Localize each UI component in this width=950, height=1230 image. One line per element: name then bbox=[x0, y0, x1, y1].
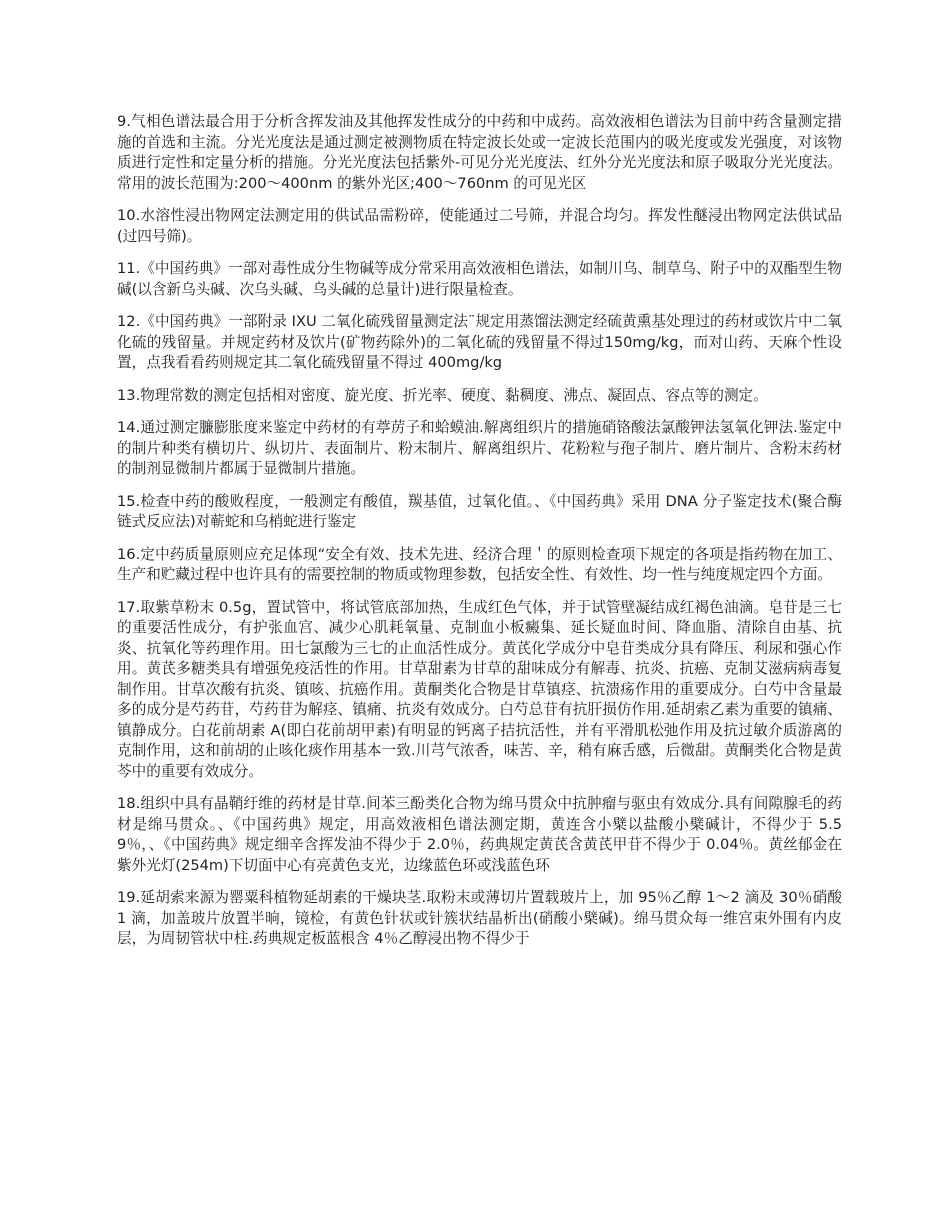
paragraph-19: 19.延胡索来源为罂粟科植物延胡素的干燥块茎.取粉末或薄切片置载玻片上，加 95％乙醇 1～2 滴及 30％硝酸 1 滴，加盖玻片放置半晌，镜检，有黄色针状或针簇状结晶析出(硝酸小檗碱)。绵马贯众每一维宫束外围有内皮层，为周韧管状中柱.药典规定板蓝根含 4％乙醇浸出物不得少于 bbox=[117, 889, 842, 947]
document-body bbox=[117, 112, 842, 950]
paragraph-16: 16.定中药质量原则应充足体现“安全有效、技术先进、经济合理＇的原则检查项下规定的各项是指药物在加工、生产和贮藏过程中也许具有的需要控制的物质或物理参数，包括安全性、有效性、均一性与纯度规定四个方面。 bbox=[117, 545, 842, 583]
paragraph-17: 17.取紫草粉末 0.5g，置试管中，将试管底部加热，生成红色气体，并于试管壁凝结成红褐色油滴。皂苷是三七的重要活性成分，有护张血宫、减少心肌耗氧量、克制血小板癜集、延长疑血时间、降血脂、清除自由基、抗炎、抗氧化等药理作用。田七氯酸为三七的止血活性成分。黄芪化学成分中皂苷类成分具有降压、利尿和强心作用。黄芪多糖类具有增强免疫活性的作用。甘草甜素为甘草的甜味成分有解毒、抗炎、抗癌、克制艾滋病病毒复制作用。甘草次酸有抗炎、镇咳、抗癌作用。黄酮类化合物是甘草镇痉、抗溃疡作用的重要成分。白芍中含量最多的成分是芍药苷，芍药苷为解痉、镇痛、抗炎有效成分。白芍总苷有抗肝损仿作用.延胡索乙素为重要的镇痛、镇静成分。白花前胡素 A(即白花前胡甲素)有明显的钙离子拮抗活性，并有平滑肌松弛作用及抗过敏介质游离的克制作用，这和前胡的止咳化痰作用基本一致.川芎气浓香，味苦、辛，稍有麻舌感，后微甜。黄酮类化合物是黄芩中的重要有效成分。 bbox=[117, 598, 842, 780]
paragraph-9: 9.气相色谱法最合用于分析含挥发油及其他挥发性成分的中药和中成药。高效液相色谱法为目前中药含量测定措施的首选和主流。分光光度法是通过测定被测物质在特定波长处或一定波长范围内的吸光度或发光强度，对该物质进行定性和定量分析的措施。分光光度法包括紫外-可见分光光度法、红外分光光度法和原子吸取分光光度法。常用的波长范围为:200～400nm 的紫外光区;400～760nm 的可见光区 bbox=[117, 113, 842, 192]
paragraph-10: 10.水溶性浸出物网定法测定用的供试品需粉碎，使能通过二号筛，并混合均匀。挥发性醚浸出物网定法供试品(过四号筛)。 bbox=[117, 207, 842, 245]
paragraph-14: 14.通过测定臁膨胀度来鉴定中药材的有葶苈子和蛤蟆油.解离组织片的措施硝铬酸法氯酸钾法氢氧化钾法.鉴定中的制片种类有横切片、纵切片、表面制片、粉末制片、解离组织片、花粉粒与孢子制片、磨片制片、含粉末药材的制剂显微制片都属于显微制片措施。 bbox=[117, 419, 842, 477]
paragraph-18: 18.组织中具有晶鞘纡维的药材是甘草.间苯三酚类化合物为绵马贯众中抗肿瘤与驱虫有效成分.具有间隙腺毛的药材是绵马贯众。、《中国药典》规定，用高效液相色谱法测定期，黄连含小檗以盐酸小檗碱计，不得少于 5.59％，、《中国药典》规定细辛含挥发油不得少于 2.0％，药典规定黄芪含黄芪甲苷不得少于 0.04％。黄丝郁金在紫外光灯(254m)下切面中心有亮黄色支光，边缘蓝色环或浅蓝色环 bbox=[117, 795, 842, 874]
paragraph-13: 13.物理常数的测定包括相对密度、旋光度、折光率、硬度、黏稠度、沸点、凝固点、容点等的测定。 bbox=[117, 386, 768, 404]
paragraph-12: 12.《中国药典》一部附录 IXU 二氧化硫残留量测定法¨规定用蒸馏法测定经硫黄熏基处理过的药材或饮片中二氧化硫的残留量。并规定药材及饮片(矿物药除外)的二氧化硫的残留量不得过150mg/kg，而对山药、天麻个性设置，点我看看药则规定其二氧化硫残留量不得过 400mg/kg bbox=[117, 313, 842, 371]
paragraph-15: 15.检查中药的酸败程度，一般测定有酸值，羰基值，过氧化值。、《中国药典》采用 DNA 分子鉴定技术(聚合酶链式反应法)对蕲蛇和乌梢蛇进行鉴定 bbox=[117, 492, 842, 530]
paragraph-11: 11.《中国药典》一部对毒性成分生物碱等成分常采用高效液相色谱法，如制川乌、制草乌、附子中的双酯型生物碱(以含新乌头碱、次乌头碱、乌头碱的总量计)进行限量检查。 bbox=[117, 260, 842, 298]
